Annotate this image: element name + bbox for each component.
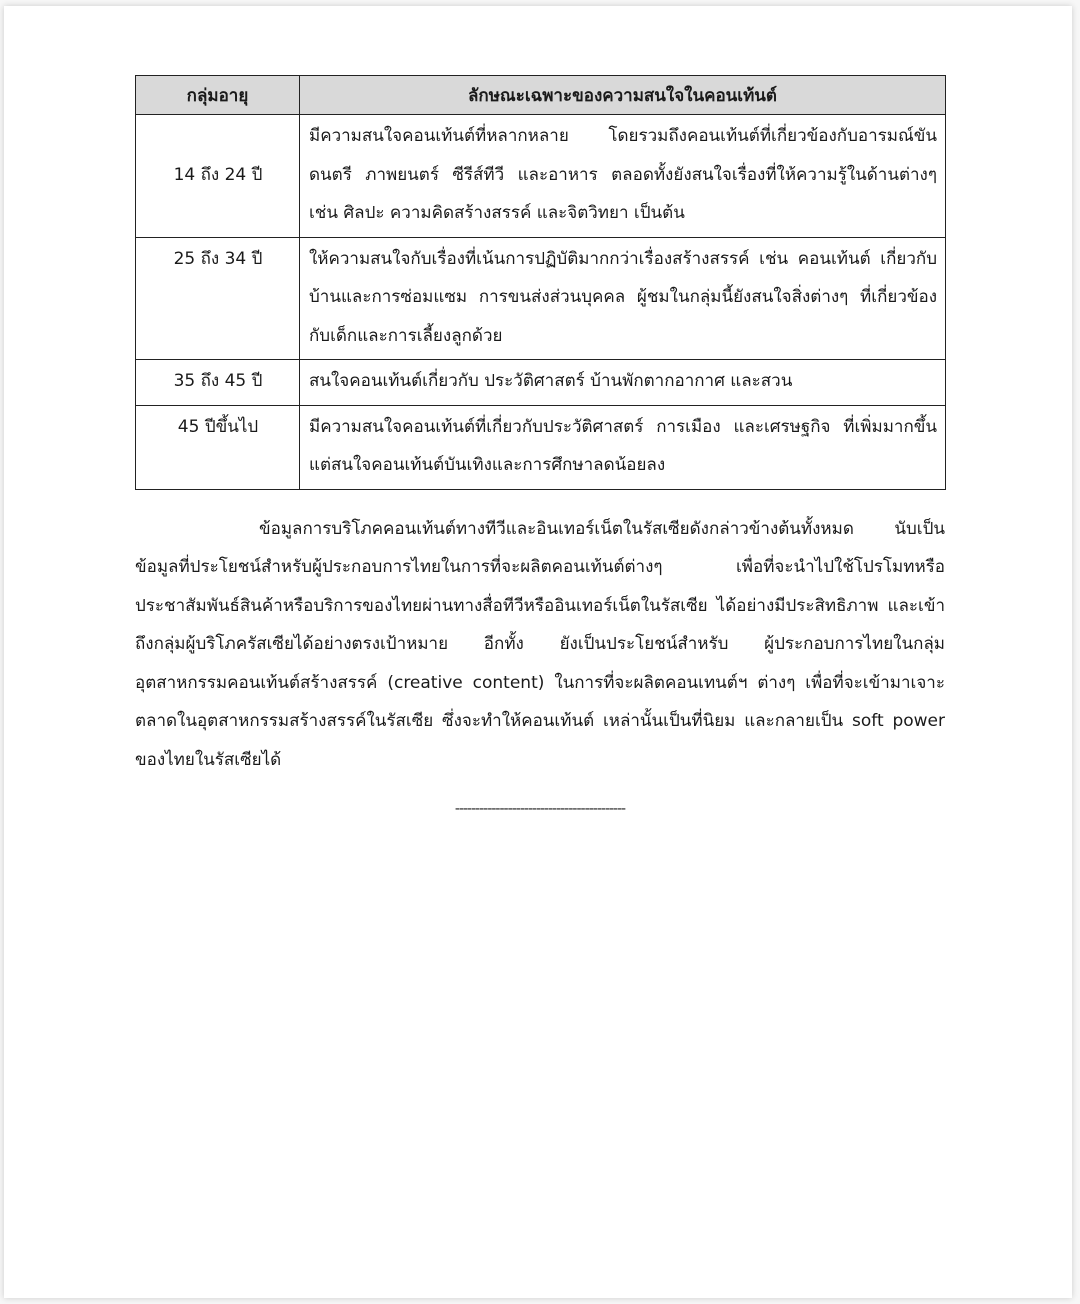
header-age-group: กลุ่มอายุ (136, 76, 300, 115)
table-row (136, 360, 946, 406)
table-row (136, 405, 946, 489)
age-cell: 25 ถึง 34 ปี (136, 237, 300, 360)
table-row (136, 115, 946, 238)
description-cell: สนใจคอนเท้นต์เกี่ยวกับ ประวัติศาสตร์ บ้านพักตากอากาศ และสวน (300, 360, 946, 406)
description-cell: มีความสนใจคอนเท้นต์ที่เกี่ยวกับประวัติศาสตร์ การเมือง และเศรษฐกิจ ที่เพิ่มมากขึ้น แต่สนใจคอนเท้นต์บันเทิงและการศึกษาลดน้อยลง (300, 405, 946, 489)
age-cell: 14 ถึง 24 ปี (136, 115, 300, 238)
description-cell: มีความสนใจคอนเท้นต์ที่หลากหลาย โดยรวมถึงคอนเท้นต์ที่เกี่ยวข้องกับอารมณ์ขัน ดนตรี ภาพยนตร์ ซีรีส์ทีวี และอาหาร ตลอดทั้งยังสนใจเรื่องที่ให้ความรู้ในด้านต่างๆ เช่น ศิลปะ ความคิดสร้างสรรค์ และจิตวิทยา เป็นต้น (300, 115, 946, 238)
dashed-divider: ------------------------------------------ (454, 801, 626, 817)
age-cell: 35 ถึง 45 ปี (136, 360, 300, 406)
document-page (4, 6, 1072, 1298)
table-header-row (136, 76, 946, 115)
page-content (135, 75, 945, 817)
body-paragraph: ข้อมูลการบริโภคคอนเท้นต์ทางทีวีและอินเทอร์เน็ตในรัสเซียดังกล่าวข้างต้นทั้งหมด นับเป็นข้อมูลที่ประโยชน์สำหรับผู้ประกอบการไทยในการที่จะผลิตคอนเท้นต์ต่างๆ เพื่อที่จะนำไปใช้โปรโมทหรือประชาสัมพันธ์สินค้าหรือบริการของไทยผ่านทางสื่อทีวีหรืออินเทอร์เน็ตในรัสเซีย ได้อย่างมีประสิทธิภาพ และเข้าถึงกลุ่มผู้บริโภครัสเซียได้อย่างตรงเป้าหมาย อีกทั้ง ยังเป็นประโยชน์สำหรับ ผู้ประกอบการไทยในกลุ่มอุตสาหกรรมคอนเท้นต์สร้างสรรค์ (creative content) ในการที่จะผลิตคอนเทนต์ฯ ต่างๆ เพื่อที่จะเข้ามาเจาะตลาดในอุตสาหกรรมสร้างสรรค์ในรัสเซีย ซึ่งจะทำให้คอนเท้นต์ เหล่านั้นเป็นที่นิยม และกลายเป็น soft power ของไทยในรัสเซียได้ (135, 518, 945, 770)
age-cell: 45 ปีขึ้นไป (136, 405, 300, 489)
description-cell: ให้ความสนใจกับเรื่องที่เน้นการปฏิบัติมากกว่าเรื่องสร้างสรรค์ เช่น คอนเท้นต์ เกี่ยวกับบ้านและการซ่อมแซม การขนส่งส่วนบุคคล ผู้ชมในกลุ่มนี้ยังสนใจสิ่งต่างๆ ที่เกี่ยวข้องกับเด็กและการเลี้ยงลูกด้วย (300, 237, 946, 360)
table-row (136, 237, 946, 360)
age-interest-table (135, 75, 946, 490)
header-characteristics: ลักษณะเฉพาะของความสนใจในคอนเท้นต์ (300, 76, 946, 115)
